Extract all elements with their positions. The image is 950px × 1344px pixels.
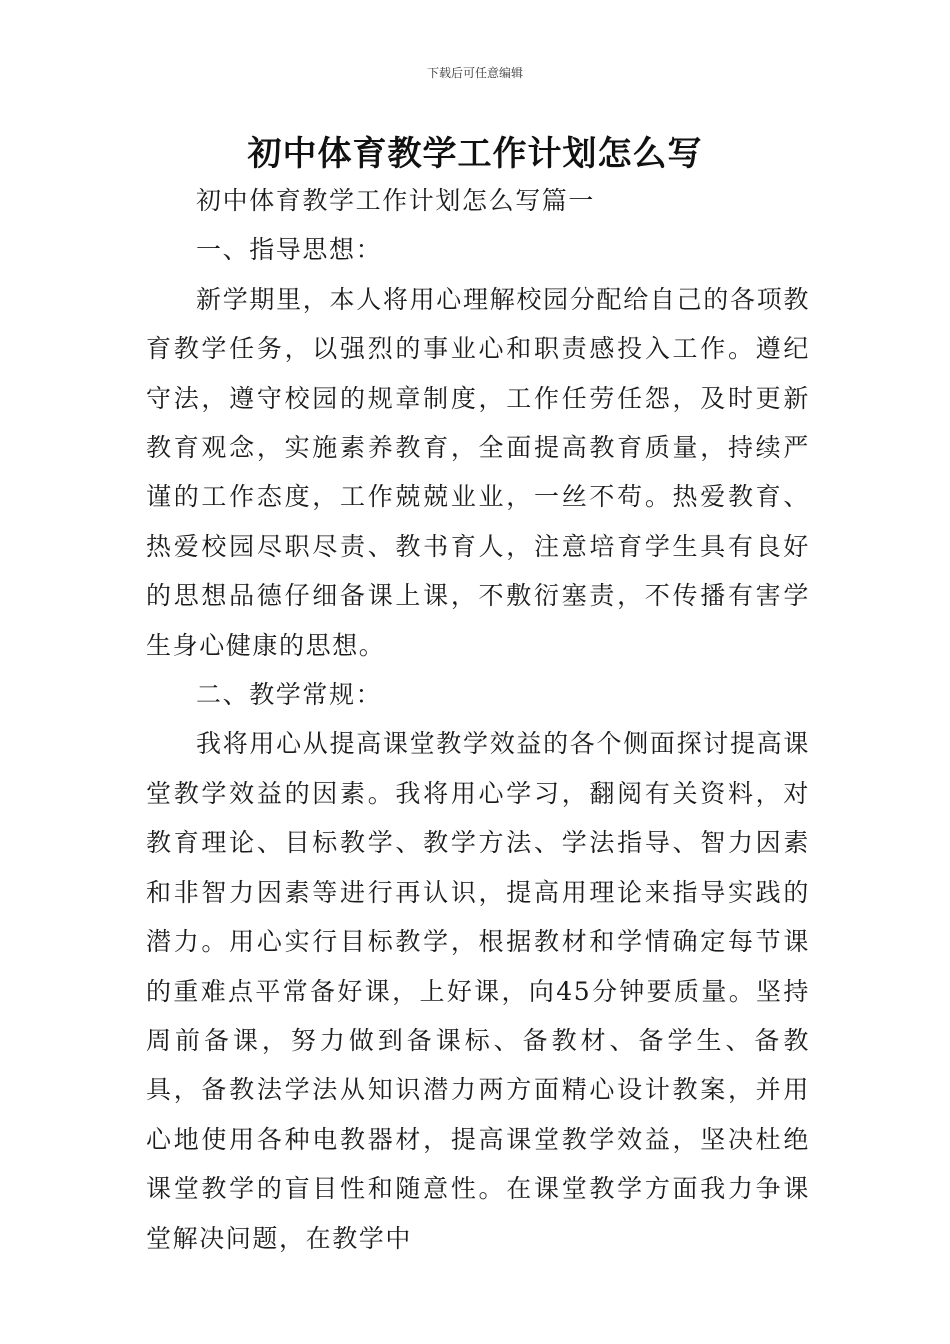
document-title: 初中体育教学工作计划怎么写 xyxy=(247,134,703,174)
header-note: 下载后可任意编辑 xyxy=(426,66,523,80)
section-heading-guiding-ideology: 一、指导思想： xyxy=(196,235,383,265)
section-heading-teaching-routine: 二、教学常规： xyxy=(196,680,383,710)
section-paragraph-guiding-ideology: 新学期里，本人将用心理解校园分配给自己的各项教育教学任务，以强烈的事业心和职责感投入工作。遵纪守法，遵守校园的规章制度，工作任劳任怨，及时更新教育观念，实施素养教育，全面提高教育质量，持续严谨的工作态度，工作兢兢业业，一丝不苟。热爱教育、热爱校园尽职尽责、教书育人，注意培育学生具有良好的思想品德仔细备课上课，不敷衍塞责，不传播有害学生身心健康的思想。 xyxy=(146,284,810,660)
document-body xyxy=(146,176,810,1263)
section-paragraph-teaching-routine: 我将用心从提高课堂教学效益的各个侧面探讨提高课堂教学效益的因素。我将用心学习，翻阅有关资料，对教育理论、目标教学、教学方法、学法指导、智力因素和非智力因素等进行再认识，提高用理论来指导实践的潜力。用心实行目标教学，根据教材和学情确定每节课的重难点平常备好课，上好课，向45分钟要质量。坚持周前备课，努力做到备课标、备教材、备学生、备教具，备教法学法从知识潜力两方面精心设计教案，并用心地使用各种电教器材，提高课堂教学效益，坚决杜绝课堂教学的盲目性和随意性。在课堂教学方面我力争课堂解决问题，在教学中 xyxy=(146,729,810,1253)
document-subtitle: 初中体育教学工作计划怎么写篇一 xyxy=(196,186,596,215)
